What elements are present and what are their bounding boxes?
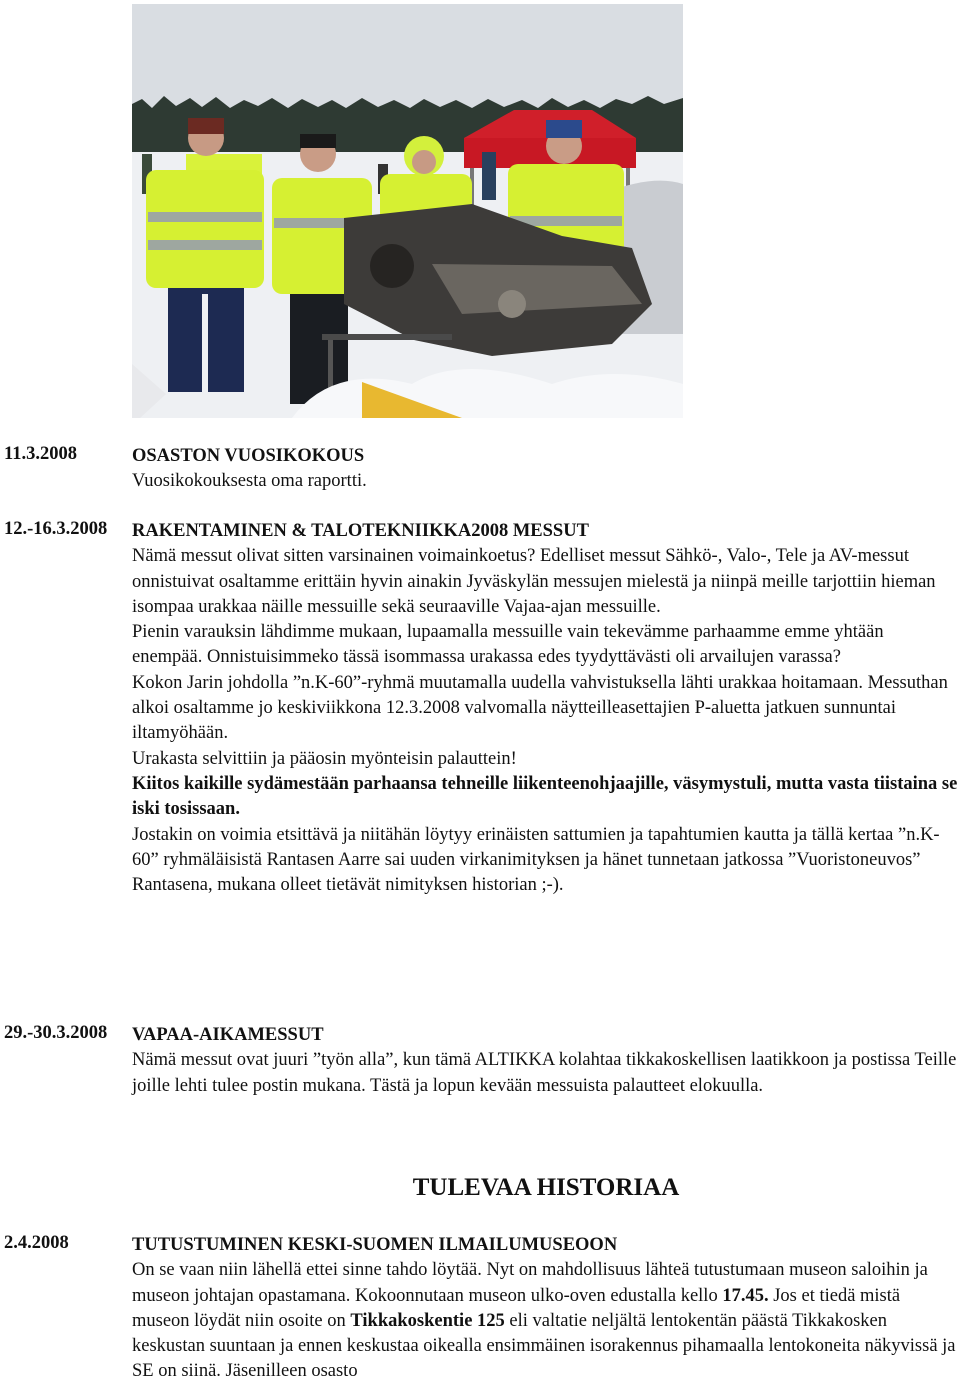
entry-title: RAKENTAMINEN & TALOTEKNIIKKA2008 MESSUT — [132, 521, 589, 541]
entry-paragraph: Nämä messut ovat juuri ”työn alla”, kun tämä ALTIKKA kolahtaa tikkakoskellisen laatikkoon ja postissa Teille joille lehti tulee postin mukana. Tästä ja lopun kevään messuista palautteet elokuulla. — [132, 1050, 957, 1096]
entry-paragraph: Pienin varauksin lähdimme mukaan, lupaamalla messuille vain tekevämme parhaamme emme yhtään enempää. Onnistuisimmeko tässä isommassa urakassa edes tyydyttävästi oli arvailujen varassa? — [132, 622, 884, 668]
entry-body — [132, 1023, 958, 1099]
entry-paragraph: Urakasta selvittiin ja pääosin myönteisin palauttein! — [132, 748, 517, 769]
entry-paragraph-thanks: Kiitos kaikille sydämestään parhaansa tehneille liikenteenohjaajille, väsymystuli, mutta vasta tiistaina se iski tosissaan. — [132, 773, 958, 820]
entry-paragraph: Jostakin on voimia etsittävä ja niitähän löytyy erinäisten sattumien ja tapahtumien kautta ja tällä kertaa ”n.K-60” ryhmäläisistä Rantasen Aarre sai uuden virkanimityksen ja hänet tunnetaan jatkossa ”Vuoristoneuvos” Rantasena, mukana olleet tietävät nimityksen historian ;-). — [132, 824, 940, 896]
text-part: eli valtatie neljältä lentokentän päästä Tikkakosken keskustan suuntaan ja ennen keskustaa oikealla ensimmäinen isorakennus pihamaalla lentokoneita näkyvissä ja SE on siinä. Jäsenilleen osasto — [132, 1310, 956, 1382]
section-heading: TULEVAA HISTORIAA — [412, 1174, 680, 1201]
entry-title: VAPAA-AIKAMESSUT — [132, 1025, 324, 1045]
entry-date: 2.4.2008 — [4, 1233, 69, 1253]
entry-date: 12.-16.3.2008 — [4, 519, 108, 539]
entry-paragraph: Kokon Jarin johdolla ”n.K-60”-ryhmä muutamalla uudella vahvistuksella lähti urakkaa hoitamaan. Messuthan alkoi osaltamme jo keskiviikkona 12.3.2008 valvomalla näytteilleasettajien P-aluetta jatkuen sunnuntai iltamyöhään. — [132, 672, 948, 744]
entry-body — [132, 444, 958, 495]
article-photo — [132, 4, 683, 418]
entry-title: TUTUSTUMINEN KESKI-SUOMEN ILMAILUMUSEOON — [132, 1235, 618, 1255]
entry-paragraph — [132, 1258, 958, 1384]
entry-date: 29.-30.3.2008 — [4, 1023, 108, 1043]
entry-body — [132, 1233, 958, 1385]
meeting-time: 17.45. — [722, 1285, 769, 1306]
entry-paragraph: Vuosikokouksesta oma raportti. — [132, 471, 367, 492]
entry-paragraph: Nämä messut olivat sitten varsinainen voimainkoetus? Edelliset messut Sähkö-, Valo-, Tele ja AV-messut onnistuivat osaltamme erittäin hyvin ainakin Jyväskylän messujen mielestä ja niinpä meille tarjottiin hieman isompaa urakkaa näille messuille sekä seuraaville Vajaa-ajan messuille. — [132, 546, 936, 617]
entry-body — [132, 519, 958, 898]
photo-illustration — [132, 4, 683, 418]
text-part: Jos et tiedä mistä museon löydät niin osoite on — [132, 1285, 901, 1331]
text-part: On se vaan niin lähellä ettei sinne tahdo löytää. Nyt on mahdollisuus lähteä tutustumaan museon saloihin ja museon johtajan opastamana. Kokoonnutaan museon ulko-oven edustalla kello — [132, 1260, 928, 1306]
entry-date: 11.3.2008 — [4, 444, 77, 464]
museum-address: Tikkakoskentie 125 — [350, 1310, 505, 1331]
entry-title: OSASTON VUOSIKOKOUS — [132, 446, 365, 466]
